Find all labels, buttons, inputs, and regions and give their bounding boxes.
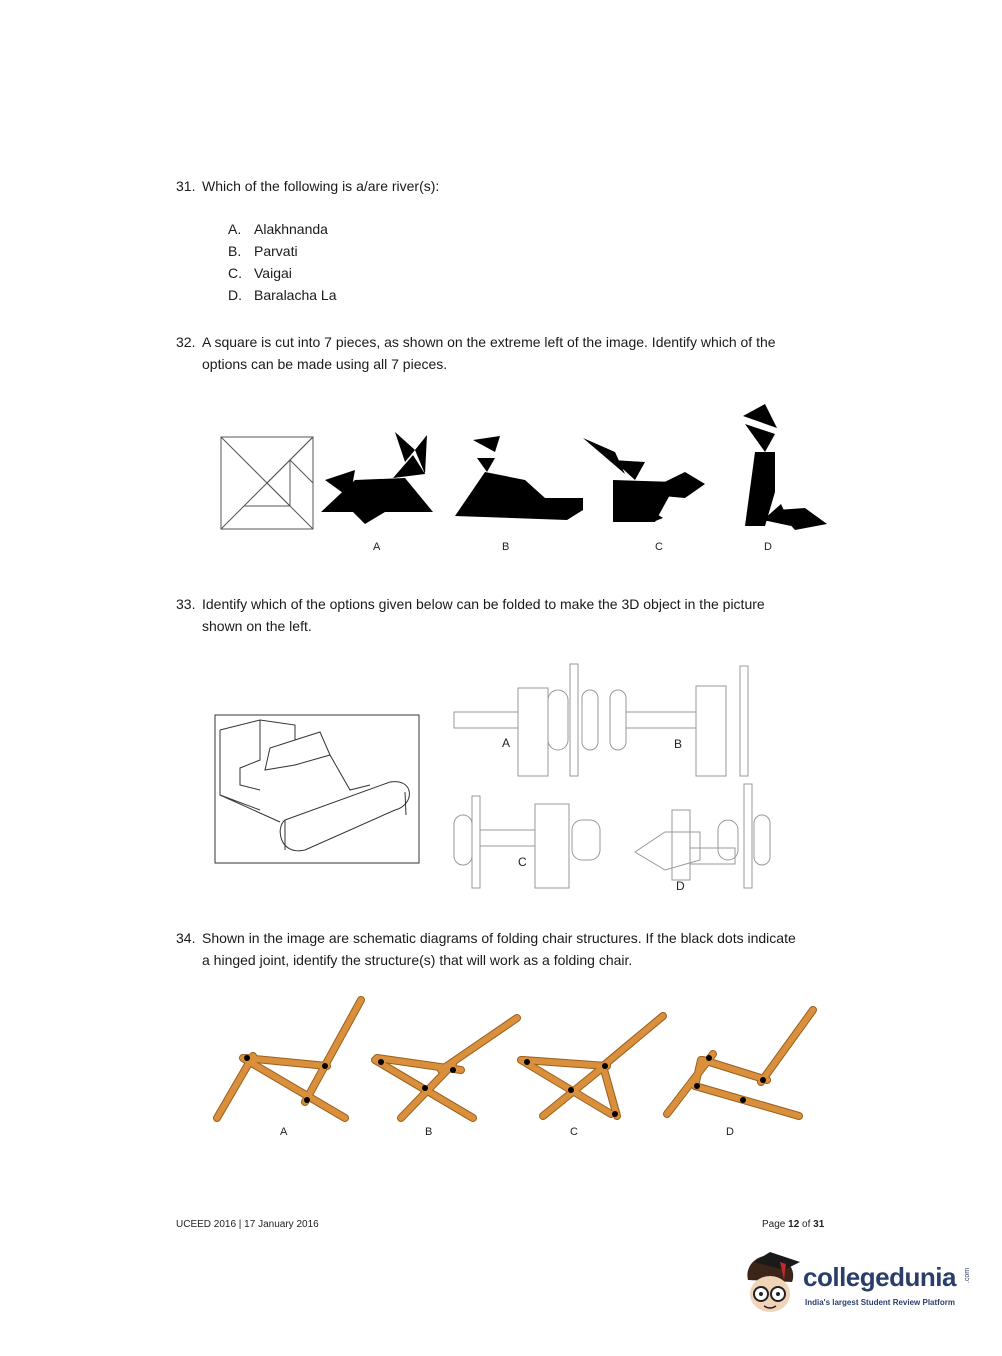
- net-c: [454, 796, 600, 888]
- question-number: 34.: [176, 930, 196, 946]
- question-text: Which of the following is a/are river(s):: [202, 178, 440, 194]
- question-text-line1: A square is cut into 7 pieces, as shown on the extreme left of the image. Identify which of the: [202, 334, 776, 350]
- option-d: D. Baralacha La: [228, 287, 337, 303]
- brand-tagline: India's largest Student Review Platform: [805, 1298, 955, 1307]
- q33-label-a: A: [502, 736, 511, 750]
- chair-c: [521, 1016, 663, 1116]
- question-34: [176, 927, 836, 971]
- q33-label-b: B: [674, 737, 683, 751]
- question-33: [176, 593, 836, 637]
- chair-b: [375, 1018, 517, 1118]
- net-a: [454, 664, 598, 776]
- folding-chairs-figure: [205, 990, 825, 1130]
- q33-label-c: C: [518, 855, 527, 869]
- question-number: 32.: [176, 334, 196, 350]
- tangram-figure: [215, 400, 835, 540]
- footer-exam-date: UCEED 2016 | 17 January 2016: [176, 1219, 319, 1230]
- brand-name: collegedunia: [803, 1262, 956, 1292]
- question-text-line1: Identify which of the options given below can be folded to make the 3D object in the picture: [202, 596, 765, 612]
- option-b: B. Parvati: [228, 243, 298, 259]
- question-text-line2: a hinged joint, identify the structure(s) that will work as a folding chair.: [202, 952, 633, 968]
- question-number: 33.: [176, 596, 196, 612]
- option-c: C. Vaigai: [228, 265, 292, 281]
- footer-page-number: Page 12 of 31: [762, 1219, 825, 1230]
- question-text-line2: shown on the left.: [202, 618, 312, 634]
- q33-label-d: D: [676, 879, 685, 893]
- tangram-shape-b: [455, 436, 583, 520]
- q34-label-c: C: [570, 1126, 578, 1138]
- net-b: [610, 666, 748, 776]
- chair-d: [667, 1010, 813, 1116]
- tangram-square: [221, 437, 313, 529]
- question-32: [176, 331, 836, 375]
- question-text-line2: options can be made using all 7 pieces.: [202, 356, 448, 372]
- q32-label-d: D: [764, 541, 772, 553]
- question-31: [176, 175, 836, 197]
- tangram-shape-c: [583, 438, 705, 522]
- brand-domain: .com: [964, 1267, 972, 1284]
- net-d: [635, 784, 770, 888]
- 3d-object: [215, 715, 419, 863]
- option-a: A. Alakhnanda: [228, 221, 328, 237]
- question-number: 31.: [176, 178, 196, 194]
- q34-label-b: B: [425, 1126, 433, 1138]
- fold-figure: [210, 660, 790, 900]
- tangram-shape-d: [743, 404, 827, 530]
- collegedunia-mascot-icon: [740, 1250, 802, 1320]
- q34-label-d: D: [726, 1126, 734, 1138]
- q32-label-b: B: [502, 541, 510, 553]
- q34-label-a: A: [280, 1126, 288, 1138]
- chair-a: [217, 1000, 361, 1118]
- q32-label-c: C: [655, 541, 663, 553]
- q32-label-a: A: [373, 541, 381, 553]
- tangram-shape-a: [321, 432, 433, 524]
- question-text-line1: Shown in the image are schematic diagrams of folding chair structures. If the black dots indicate: [202, 930, 796, 946]
